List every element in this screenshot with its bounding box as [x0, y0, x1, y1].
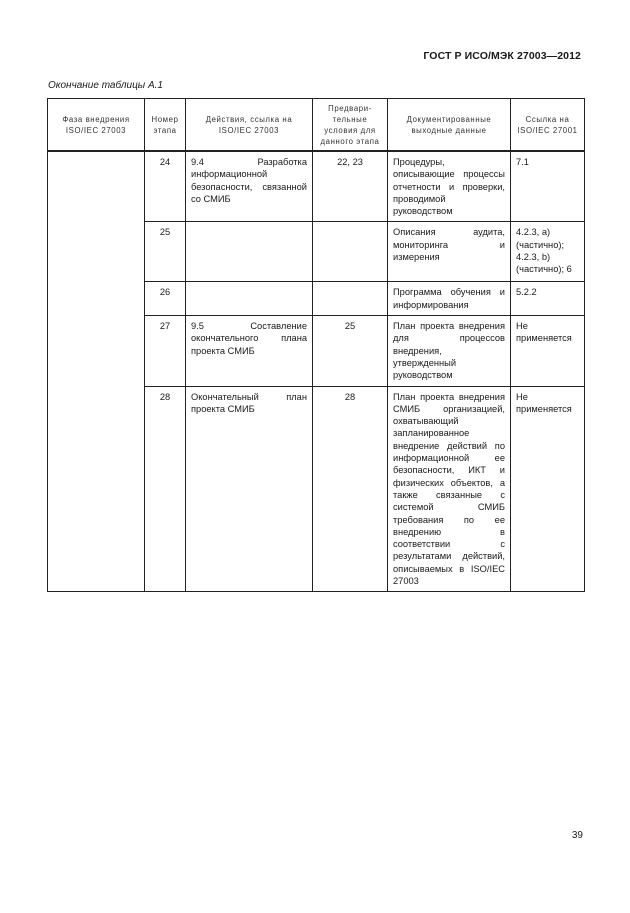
col-header-step-number: Номер этапа	[145, 99, 186, 152]
step-outputs: План проекта внедрения СМИБ организацией, охватывающий запланированное внедрение действий по информационной ее безопасности, ИКТ и физических объектов, а также связанные с системой СМИБ требования по ее внедрению в соответствии с результатами действий, описываемых в ISO/IEC 27003	[388, 386, 511, 592]
step-number: 27	[145, 316, 186, 386]
col-header-outputs: Документированные выходные данные	[388, 99, 511, 152]
step-action: Окончательный план проекта СМИБ	[186, 386, 313, 592]
phase-cell	[48, 151, 145, 592]
step-preconditions: 22, 23	[313, 151, 388, 222]
step-number: 26	[145, 282, 186, 316]
standard-header: ГОСТ Р ИСО/МЭК 27003—2012	[423, 50, 581, 62]
step-number: 25	[145, 222, 186, 282]
step-outputs: План проекта внедрения для процессов внедрения, утвержденный руководством	[388, 316, 511, 386]
col-header-preconditions: Предвари-тельные условия для данного этапа	[313, 99, 388, 152]
step-reference: Не применяется	[511, 316, 585, 386]
step-preconditions	[313, 282, 388, 316]
step-outputs: Процедуры, описывающие процессы отчетности и проверки, проводимой руководством	[388, 151, 511, 222]
col-header-actions: Действия, ссылка на ISO/IEC 27003	[186, 99, 313, 152]
col-header-phase: Фаза внедрения ISO/IEC 27003	[48, 99, 145, 152]
step-preconditions: 25	[313, 316, 388, 386]
step-preconditions	[313, 222, 388, 282]
step-action	[186, 222, 313, 282]
implementation-table	[47, 98, 585, 592]
step-action: 9.5 Составление окончательного плана проекта СМИБ	[186, 316, 313, 386]
step-reference: 7.1	[511, 151, 585, 222]
table-header-row	[48, 99, 585, 152]
step-number: 28	[145, 386, 186, 592]
step-reference: 5.2.2	[511, 282, 585, 316]
col-header-iso27001-ref: Ссылка на ISO/IEC 27001	[511, 99, 585, 152]
step-reference: 4.2.3, a) (частично); 4.2.3, b) (частично); 6	[511, 222, 585, 282]
page-number: 39	[571, 830, 583, 841]
step-action: 9.4 Разработка информационной безопасности, связанной со СМИБ	[186, 151, 313, 222]
table-row	[48, 151, 585, 222]
step-outputs: Описания аудита, мониторинга и измерения	[388, 222, 511, 282]
step-action	[186, 282, 313, 316]
table-caption: Окончание таблицы А.1	[48, 80, 163, 91]
step-outputs: Программа обучения и информирования	[388, 282, 511, 316]
step-preconditions: 28	[313, 386, 388, 592]
step-number: 24	[145, 151, 186, 222]
step-reference: Не применяется	[511, 386, 585, 592]
